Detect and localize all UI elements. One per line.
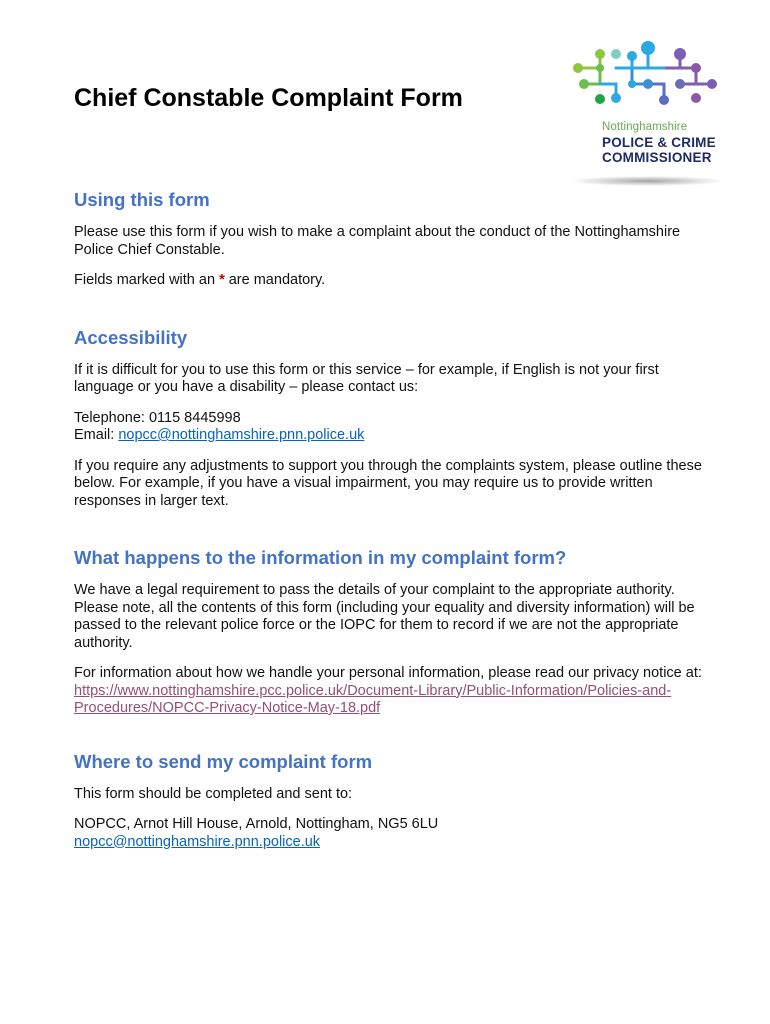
section-heading: Using this form xyxy=(74,189,210,210)
logo-line-commissioner: COMMISSIONER xyxy=(602,150,712,165)
contact-email-line: Email: nopcc@nottinghamshire.pnn.police.uk xyxy=(74,427,365,443)
accessibility-intro-text: If it is difficult for you to use this form or this service – for example, if English is not your first language or you have a disability – please contact us: xyxy=(74,361,659,395)
page-title: Chief Constable Complaint Form xyxy=(74,84,463,112)
adjustments-text: If you require any adjustments to support you through the complaints system, please outline these below. For example, if you have a visual impairment, you may require us to provide written responses in larger text. xyxy=(74,457,702,509)
section-heading: Accessibility xyxy=(74,326,188,348)
send-email-line xyxy=(74,834,704,852)
section-information-use xyxy=(74,544,704,718)
form-intro-content xyxy=(74,186,704,851)
section-accessibility xyxy=(74,324,704,511)
section-using-this-form xyxy=(74,186,704,290)
privacy-notice-text: For information about how we handle your personal information, please read our privacy notice at: https://www.nottinghamshire.pcc.police.uk/Document-Library/Public-Information/Policies-and-Procedures/NOPCC-Privacy-Notice-May-18.pdf xyxy=(74,665,702,716)
contact-email-link[interactable]: nopcc@nottinghamshire.pnn.police.uk xyxy=(118,427,365,443)
contact-telephone: Telephone: 0115 8445998 xyxy=(74,409,241,426)
section-heading: Where to send my complaint form xyxy=(74,750,373,772)
mandatory-asterisk: * xyxy=(219,272,225,288)
section-heading: What happens to the information in my complaint form? xyxy=(74,547,567,568)
logo-line-police-crime: POLICE & CRIME xyxy=(602,135,716,150)
legal-requirement-text: We have a legal requirement to pass the details of your complaint to the appropriate authority. Please note, all the contents of this form (including your equality and diversity information) will be passed to the relevant police force or the IOPC for them to record if we are not the appropriate authority. xyxy=(74,582,695,651)
network-logo-icon xyxy=(560,36,740,126)
privacy-notice-link[interactable]: https://www.nottinghamshire.pcc.police.uk/Document-Library/Public-Information/Policies-and-Procedures/NOPCC-Privacy-Notice-May-18.pdf xyxy=(74,682,672,716)
pcc-logo xyxy=(560,36,740,196)
logo-line-nottinghamshire: Nottinghamshire xyxy=(602,121,688,133)
using-intro-text: Please use this form if you wish to make a complaint about the conduct of the Nottinghamshire Police Chief Constable. xyxy=(74,224,681,258)
section-where-to-send xyxy=(74,748,704,852)
send-email-link[interactable]: nopcc@nottinghamshire.pnn.police.uk xyxy=(74,833,321,850)
mandatory-note: Fields marked with an * are mandatory. xyxy=(74,272,326,288)
logo-shadow xyxy=(572,176,722,186)
postal-address: NOPCC, Arnot Hill House, Arnold, Nottingham, NG5 6LU xyxy=(74,816,439,832)
send-instruction-text: This form should be completed and sent to: xyxy=(74,785,353,802)
